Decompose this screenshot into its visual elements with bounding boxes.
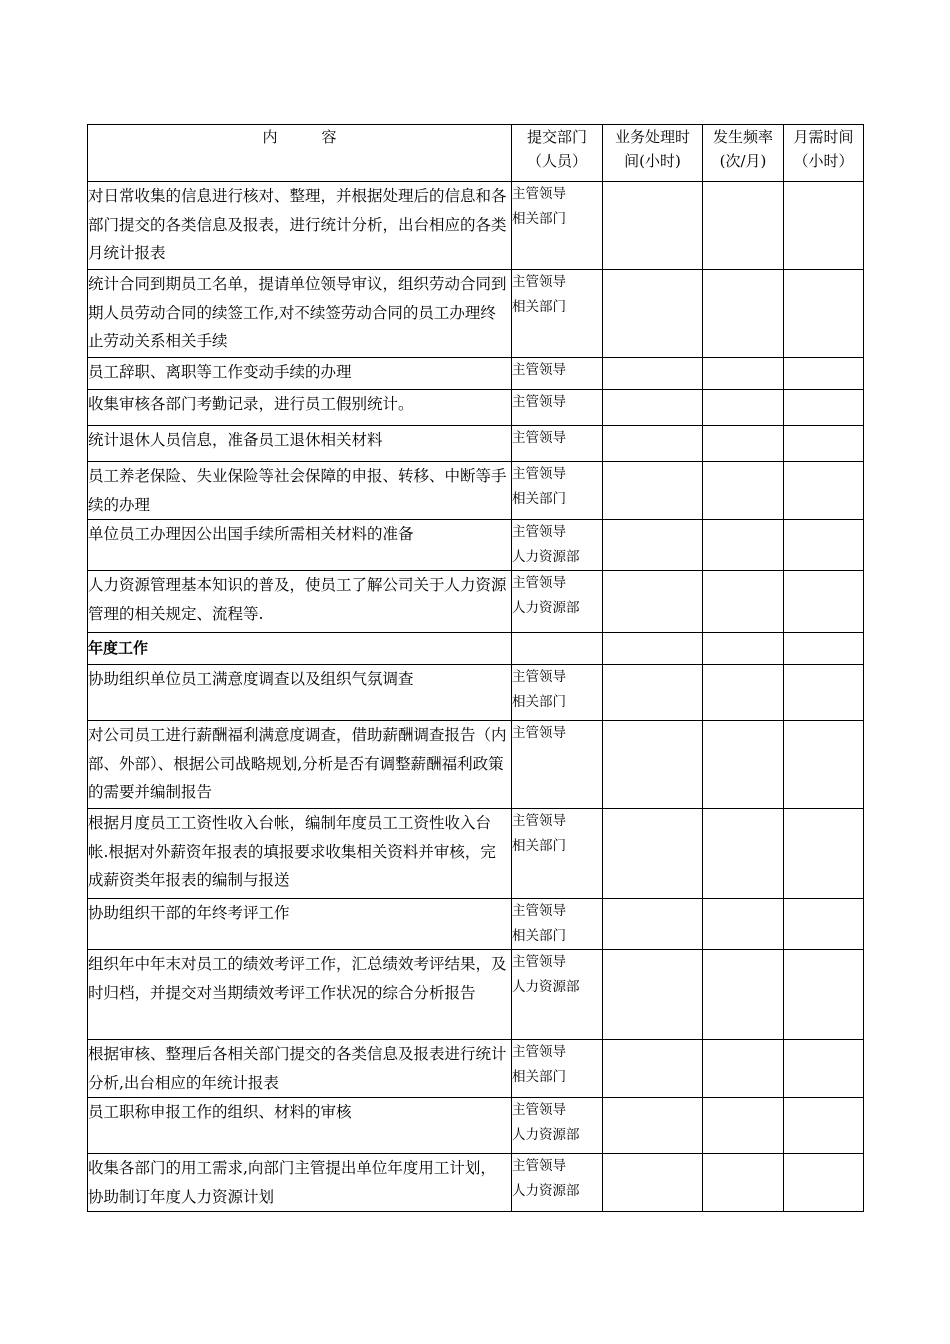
department-name: 主管领导 — [512, 1044, 566, 1060]
department-name: 主管领导 — [512, 524, 566, 540]
monthly-time-cell[interactable] — [784, 1154, 864, 1212]
submitting-department — [512, 182, 603, 270]
monthly-time-cell[interactable] — [784, 462, 864, 520]
task-description: 协助组织单位员工满意度调查以及组织气氛调查 — [88, 665, 512, 721]
table-row — [88, 950, 864, 1040]
frequency-cell[interactable] — [703, 462, 784, 520]
frequency-cell[interactable] — [703, 358, 784, 390]
submitting-department — [512, 809, 603, 899]
department-name: 主管领导 — [512, 669, 566, 685]
task-description: 单位员工办理因公出国手续所需相关材料的准备 — [88, 520, 512, 571]
frequency-cell[interactable] — [703, 390, 784, 426]
monthly-time-cell[interactable] — [784, 1040, 864, 1098]
table-row — [88, 358, 864, 390]
department-name: 人力资源部 — [512, 979, 580, 995]
department-name: 主管领导 — [512, 813, 566, 829]
processing-time-cell[interactable] — [603, 1154, 703, 1212]
empty-cell — [703, 633, 784, 665]
processing-time-cell[interactable] — [603, 462, 703, 520]
monthly-time-cell[interactable] — [784, 426, 864, 462]
task-description: 组织年中年末对员工的绩效考评工作，汇总绩效考评结果，及时归档，并提交对当期绩效考评工作状况的综合分析报告 — [88, 950, 512, 1040]
frequency-cell[interactable] — [703, 809, 784, 899]
task-description: 员工辞职、离职等工作变动手续的办理 — [88, 358, 512, 390]
task-description: 统计退休人员信息，准备员工退休相关材料 — [88, 426, 512, 462]
empty-cell — [512, 633, 603, 665]
header-monthly-time: 月需时间 （小时） — [784, 125, 864, 182]
task-description: 根据审核、整理后各相关部门提交的各类信息及报表进行统计分析,出台相应的年统计报表 — [88, 1040, 512, 1098]
section-row — [88, 633, 864, 665]
processing-time-cell[interactable] — [603, 899, 703, 950]
monthly-time-cell[interactable] — [784, 390, 864, 426]
submitting-department — [512, 721, 603, 809]
monthly-time-cell[interactable] — [784, 1098, 864, 1154]
table-row — [88, 1040, 864, 1098]
processing-time-cell[interactable] — [603, 571, 703, 633]
frequency-cell[interactable] — [703, 665, 784, 721]
header-content: 内 容 — [88, 125, 512, 182]
task-description: 收集各部门的用工需求,向部门主管提出单位年度用工计划，协助制订年度人力资源计划 — [88, 1154, 512, 1212]
processing-time-cell[interactable] — [603, 1098, 703, 1154]
department-name: 主管领导 — [512, 466, 566, 482]
submitting-department — [512, 665, 603, 721]
submitting-department — [512, 390, 603, 426]
table-row — [88, 390, 864, 426]
table-row — [88, 571, 864, 633]
header-dept: 提交部门 （人员） — [512, 125, 603, 182]
department-name: 相关部门 — [512, 491, 566, 507]
department-name: 人力资源部 — [512, 1127, 580, 1143]
task-description: 收集审核各部门考勤记录，进行员工假别统计。 — [88, 390, 512, 426]
processing-time-cell[interactable] — [603, 1040, 703, 1098]
department-name: 相关部门 — [512, 694, 566, 710]
monthly-time-cell[interactable] — [784, 809, 864, 899]
frequency-cell[interactable] — [703, 571, 784, 633]
header-processing-time: 业务处理时 间(小时) — [603, 125, 703, 182]
table-row — [88, 426, 864, 462]
department-name: 相关部门 — [512, 838, 566, 854]
section-title: 年度工作 — [88, 633, 512, 665]
task-description: 对公司员工进行薪酬福利满意度调查，借助薪酬调查报告（内部、外部）、根据公司战略规划,分析是否有调整薪酬福利政策的需要并编制报告 — [88, 721, 512, 809]
monthly-time-cell[interactable] — [784, 182, 864, 270]
department-name: 相关部门 — [512, 1069, 566, 1085]
monthly-time-cell[interactable] — [784, 665, 864, 721]
task-description: 统计合同到期员工名单，提请单位领导审议，组织劳动合同到期人员劳动合同的续签工作,对不续签劳动合同的员工办理终止劳动关系相关手续 — [88, 270, 512, 358]
empty-cell — [784, 633, 864, 665]
task-description: 根据月度员工工资性收入台帐，编制年度员工工资性收入台帐.根据对外薪资年报表的填报要求收集相关资料并审核，完成薪资类年报表的编制与报送 — [88, 809, 512, 899]
processing-time-cell[interactable] — [603, 270, 703, 358]
submitting-department — [512, 899, 603, 950]
table-row — [88, 1154, 864, 1212]
table-row — [88, 182, 864, 270]
submitting-department — [512, 520, 603, 571]
department-name: 主管领导 — [512, 954, 566, 970]
department-name: 相关部门 — [512, 928, 566, 944]
submitting-department — [512, 1040, 603, 1098]
department-name: 主管领导 — [512, 362, 566, 378]
submitting-department — [512, 462, 603, 520]
submitting-department — [512, 950, 603, 1040]
department-name: 主管领导 — [512, 725, 566, 741]
monthly-time-cell[interactable] — [784, 899, 864, 950]
monthly-time-cell[interactable] — [784, 358, 864, 390]
processing-time-cell[interactable] — [603, 390, 703, 426]
department-name: 主管领导 — [512, 274, 566, 290]
department-name: 人力资源部 — [512, 600, 580, 616]
monthly-time-cell[interactable] — [784, 270, 864, 358]
submitting-department — [512, 571, 603, 633]
table-row — [88, 899, 864, 950]
table-row — [88, 665, 864, 721]
frequency-cell[interactable] — [703, 1098, 784, 1154]
frequency-cell[interactable] — [703, 182, 784, 270]
task-description: 协助组织干部的年终考评工作 — [88, 899, 512, 950]
department-name: 主管领导 — [512, 1158, 566, 1174]
processing-time-cell[interactable] — [603, 721, 703, 809]
task-description: 员工职称申报工作的组织、材料的审核 — [88, 1098, 512, 1154]
table-row — [88, 809, 864, 899]
monthly-time-cell[interactable] — [784, 721, 864, 809]
department-name: 主管领导 — [512, 903, 566, 919]
workload-table — [87, 124, 864, 1212]
monthly-time-cell[interactable] — [784, 571, 864, 633]
frequency-cell[interactable] — [703, 950, 784, 1040]
department-name: 相关部门 — [512, 211, 566, 227]
empty-cell — [603, 633, 703, 665]
department-name: 主管领导 — [512, 575, 566, 591]
submitting-department — [512, 270, 603, 358]
processing-time-cell[interactable] — [603, 182, 703, 270]
header-frequency: 发生频率 (次/月) — [703, 125, 784, 182]
header-row — [88, 125, 864, 182]
frequency-cell[interactable] — [703, 270, 784, 358]
table-row — [88, 270, 864, 358]
frequency-cell[interactable] — [703, 1040, 784, 1098]
department-name: 主管领导 — [512, 186, 566, 202]
task-description: 对日常收集的信息进行核对、整理，并根据处理后的信息和各部门提交的各类信息及报表，进行统计分析，出台相应的各类月统计报表 — [88, 182, 512, 270]
processing-time-cell[interactable] — [603, 665, 703, 721]
task-description: 员工养老保险、失业保险等社会保障的申报、转移、中断等手续的办理 — [88, 462, 512, 520]
frequency-cell[interactable] — [703, 899, 784, 950]
department-name: 人力资源部 — [512, 1183, 580, 1199]
submitting-department — [512, 358, 603, 390]
submitting-department — [512, 1154, 603, 1212]
department-name: 人力资源部 — [512, 549, 580, 565]
department-name: 相关部门 — [512, 299, 566, 315]
frequency-cell[interactable] — [703, 721, 784, 809]
submitting-department — [512, 426, 603, 462]
department-name: 主管领导 — [512, 430, 566, 446]
table-row — [88, 1098, 864, 1154]
table-row — [88, 462, 864, 520]
submitting-department — [512, 1098, 603, 1154]
frequency-cell[interactable] — [703, 1154, 784, 1212]
processing-time-cell[interactable] — [603, 950, 703, 1040]
frequency-cell[interactable] — [703, 426, 784, 462]
processing-time-cell[interactable] — [603, 358, 703, 390]
processing-time-cell[interactable] — [603, 520, 703, 571]
processing-time-cell[interactable] — [603, 809, 703, 899]
task-description: 人力资源管理基本知识的普及，使员工了解公司关于人力资源管理的相关规定、流程等. — [88, 571, 512, 633]
frequency-cell[interactable] — [703, 520, 784, 571]
table-row — [88, 520, 864, 571]
table-row — [88, 721, 864, 809]
department-name: 主管领导 — [512, 1102, 566, 1118]
monthly-time-cell[interactable] — [784, 950, 864, 1040]
monthly-time-cell[interactable] — [784, 520, 864, 571]
processing-time-cell[interactable] — [603, 426, 703, 462]
department-name: 主管领导 — [512, 394, 566, 410]
